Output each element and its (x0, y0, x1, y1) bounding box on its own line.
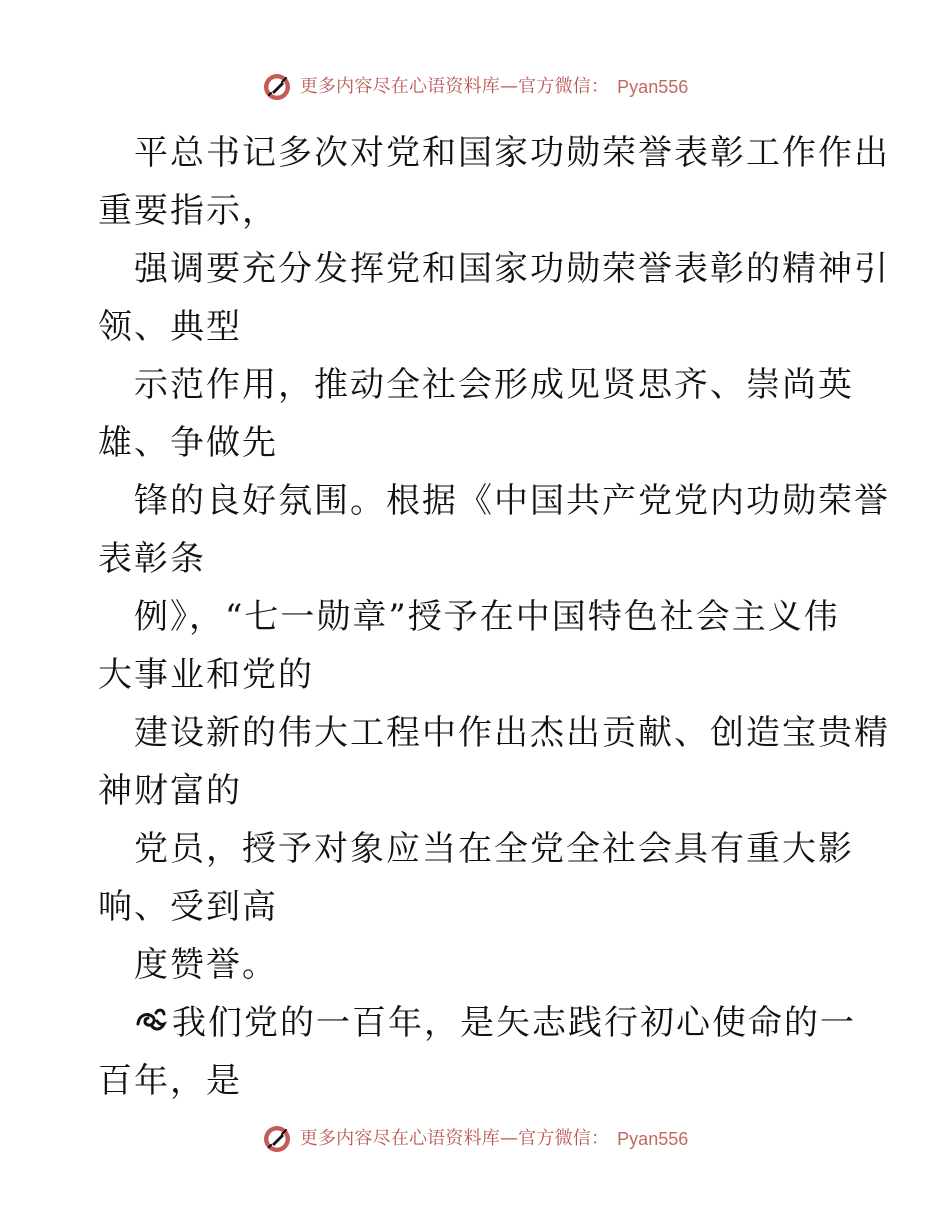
watermark-text: 更多内容尽在心语资料库—官方微信： (299, 76, 610, 97)
text-line (98, 704, 890, 762)
text-line (98, 878, 858, 936)
text-line (98, 1052, 858, 1110)
watermark-header (0, 72, 950, 102)
text-line-content: 平总书记多次对党和国家功勋荣誉表彰工作作出 (134, 133, 890, 173)
text-line-content: 强调要充分发挥党和国家功勋荣誉表彰的精神引 (134, 249, 890, 289)
text-line (98, 646, 858, 704)
text-line-content: 神财富的 (98, 771, 242, 811)
text-line (98, 356, 858, 414)
text-line (98, 762, 858, 820)
text-line (98, 530, 858, 588)
text-line-content: 大事业和党的 (98, 655, 314, 695)
text-line-with-bullet (98, 994, 858, 1052)
text-line (98, 182, 858, 240)
text-line (98, 298, 858, 356)
document-body (98, 124, 890, 1110)
ornament-icon (134, 1004, 168, 1038)
logo-icon (262, 72, 292, 102)
text-line (98, 820, 858, 878)
text-line-content: 雄、争做先 (98, 423, 278, 463)
text-line-content: 领、典型 (98, 307, 242, 347)
text-line (98, 936, 858, 994)
text-line-content: 示范作用，推动全社会形成见贤思齐、崇尚英 (134, 365, 854, 405)
text-line-content: 例》，“七一勋章”授予在中国特色社会主义伟 (134, 597, 840, 637)
text-line (98, 124, 890, 182)
logo-icon (262, 1124, 292, 1154)
text-line-content: 建设新的伟大工程中作出杰出贡献、创造宝贵精 (134, 713, 890, 753)
text-line-content: 锋的良好氛围。根据《中国共产党党内功勋荣誉 (134, 481, 890, 521)
text-line-content: 党员，授予对象应当在全党全社会具有重大影 (134, 829, 854, 869)
text-line-content: 重要指示， (98, 191, 278, 231)
watermark-id: Pyan556 (617, 1129, 689, 1149)
text-line (98, 414, 858, 472)
text-line (98, 472, 890, 530)
text-line (98, 588, 858, 646)
text-line-content: 百年，是 (98, 1061, 242, 1101)
text-line (98, 240, 890, 298)
text-line-content: 响、受到高 (98, 887, 278, 927)
watermark-footer (0, 1124, 950, 1154)
text-line-content: 表彰条 (98, 539, 206, 579)
watermark-text: 更多内容尽在心语资料库—官方微信： (299, 1128, 610, 1149)
text-line-content: 我们党的一百年，是矢志践行初心使命的一 (172, 1003, 856, 1043)
text-line-content: 度赞誉。 (134, 945, 278, 985)
watermark-id: Pyan556 (617, 77, 689, 97)
